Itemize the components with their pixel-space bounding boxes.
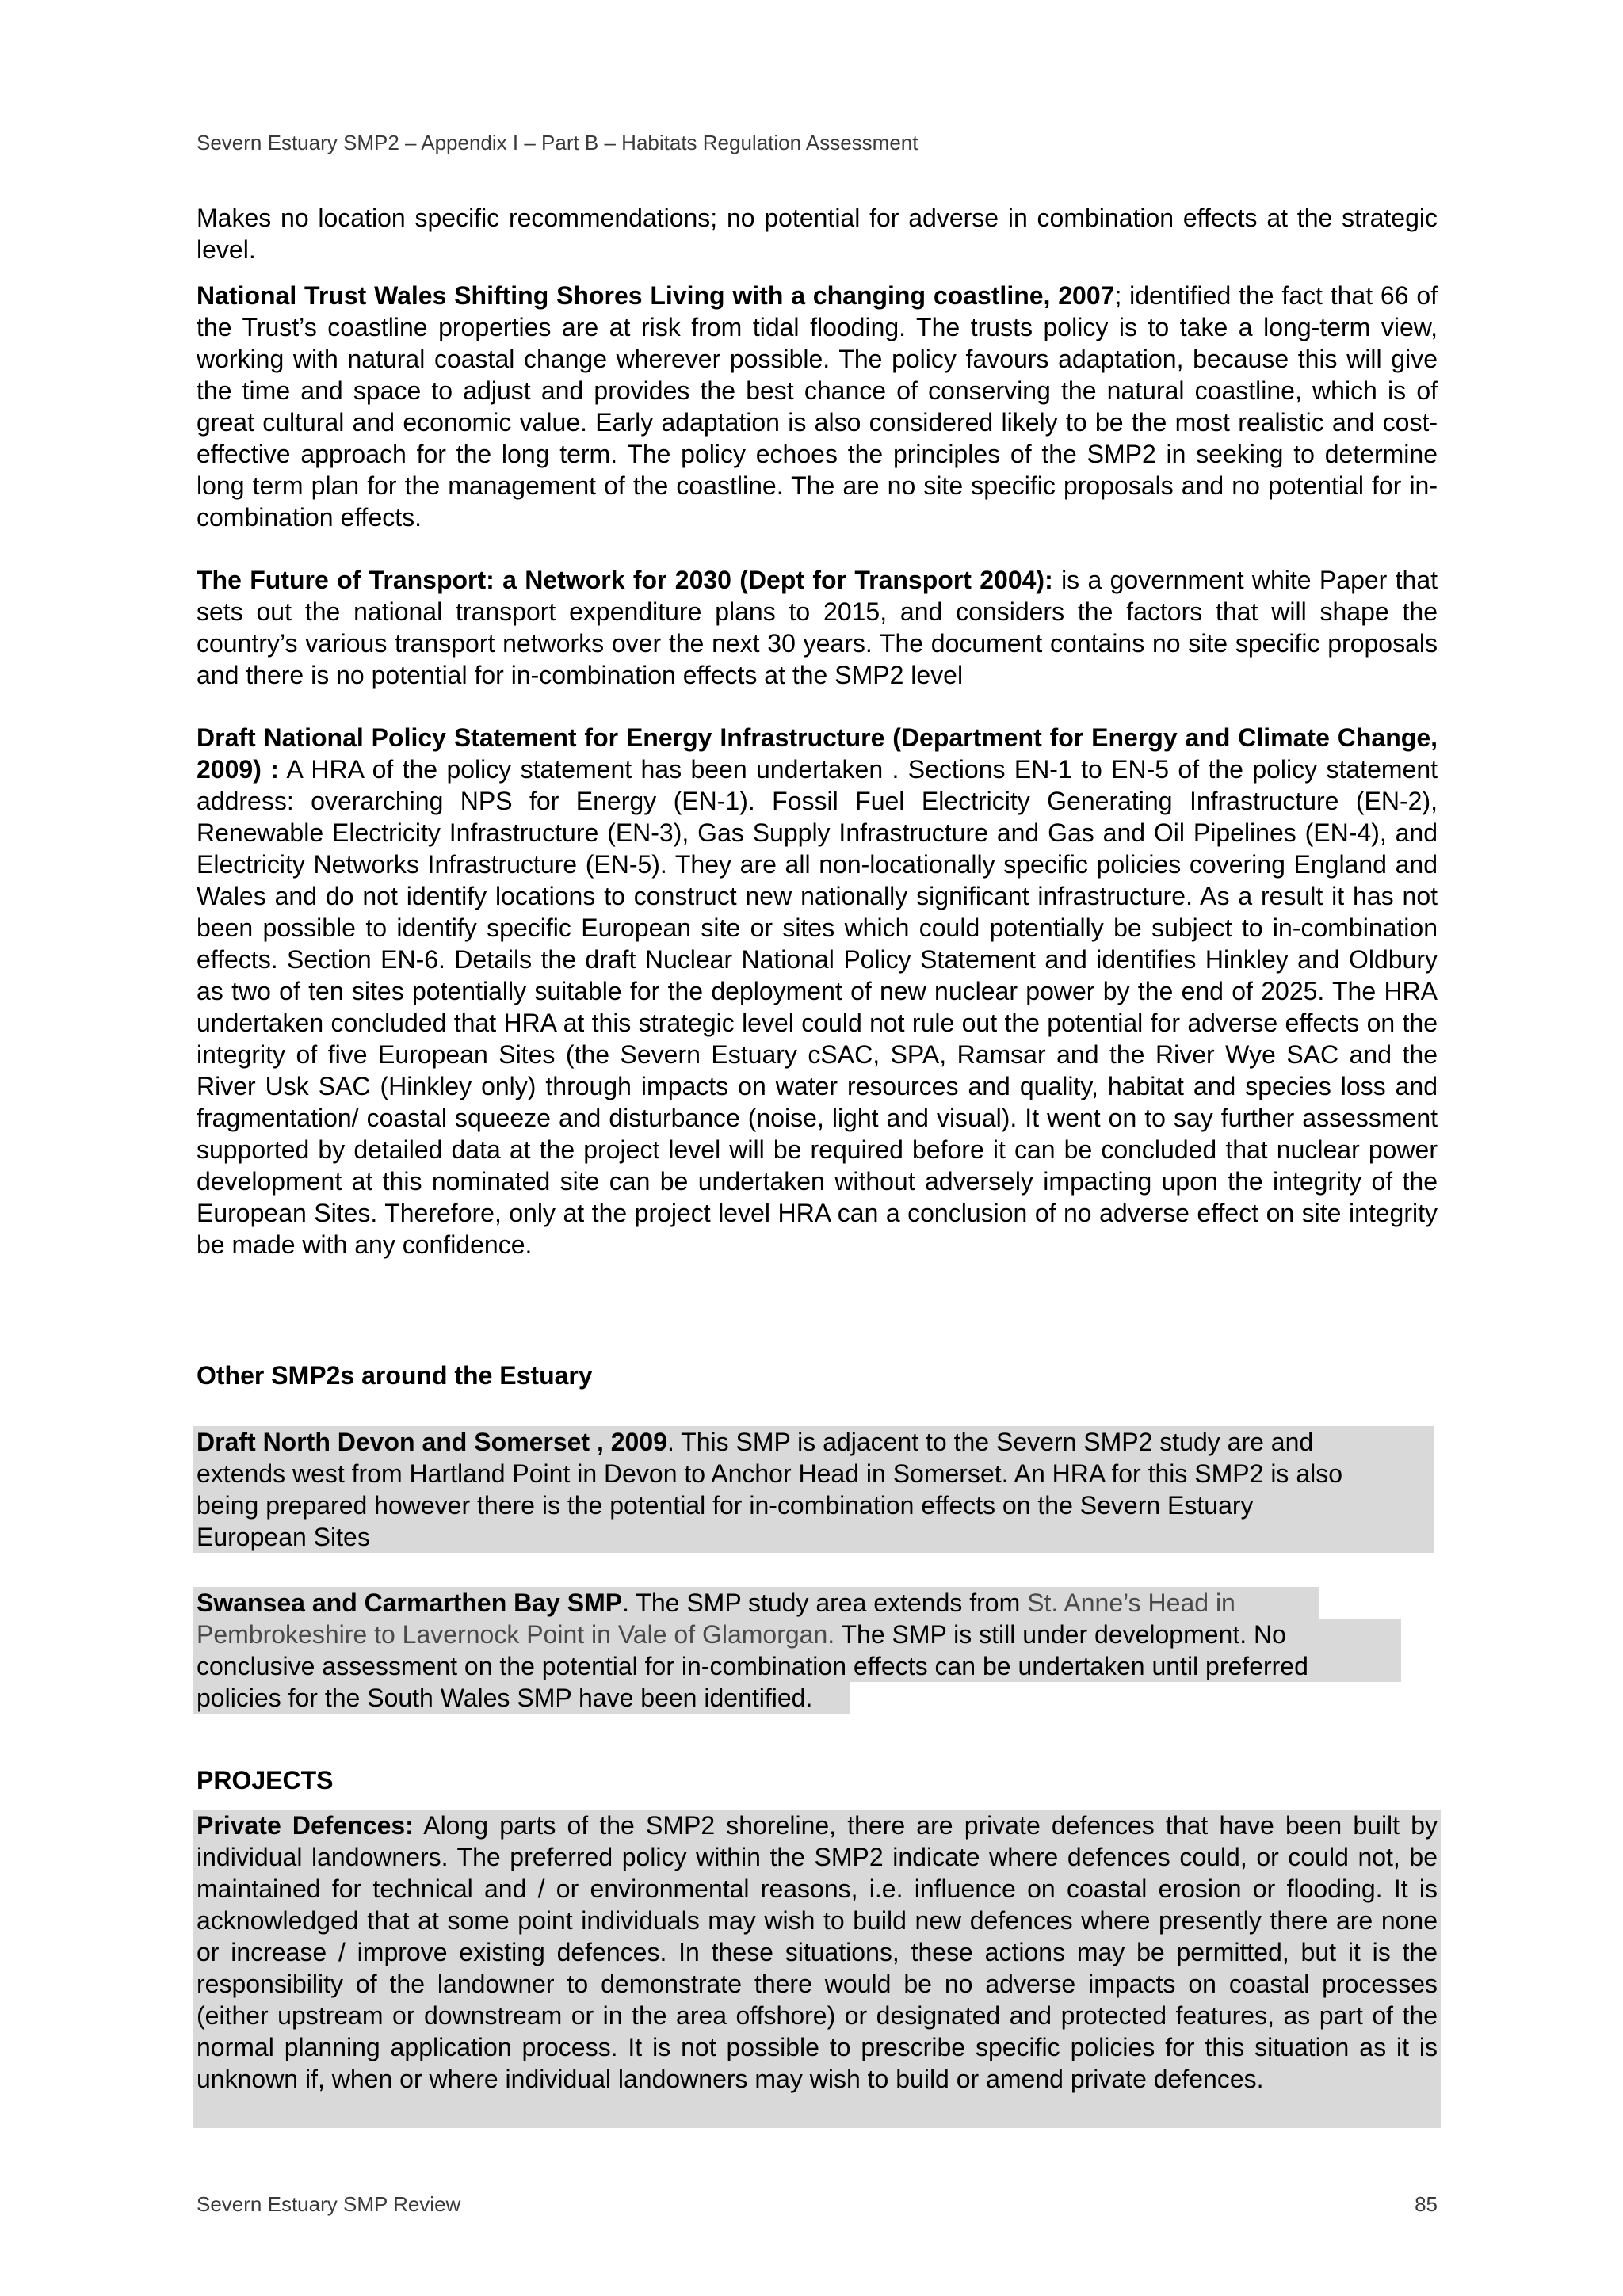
energy-title: Draft National Policy Statement for Energy Infrastructure (Department for Energy and Climate Change, 2009) : [197,723,1438,784]
national-trust-paragraph [197,280,1438,533]
transport-title: The Future of Transport: a Network for 2030 (Dept for Transport 2004): [197,566,1053,594]
private-defences-box [193,1810,1441,2128]
intro-paragraph: Makes no location specific recommendations; no potential for adverse in combination effects at the strategic level. [197,204,1438,264]
private-defences-text: Along parts of the SMP2 shoreline, there are private defences that have been built by individual landowners. The preferred policy within the SMP2 indicate where defences could, or could not, be maintained for technical and / or environmental reasons, i.e. influence on coastal erosion or flooding. It is acknowledged that at some point individuals may wish to build new defences where presently there are none or increase / improve existing defences. In these situations, these actions may be permitted, but it is the responsibility of the landowner to demonstrate there would be no adverse impacts on coastal processes (either upstream or downstream or in the area offshore) or designated and protected features, as part of the normal planning application process. It is not possible to prescribe specific policies for this situation as it is unknown if, when or where individual landowners may wish to build or amend private defences. [197,1811,1438,2093]
projects-heading: PROJECTS [197,1766,334,1794]
national-trust-text: ; identified the fact that 66 of the Trust’s coastline properties are at risk from tidal flooding. The trusts policy is to take a long-term view, working with natural coastal change wherever possible. The policy favours adaptation, because this will give the time and space to adjust and provides the best chance of conserving the natural coastline, which is of great cultural and economic value. Early adaptation is also considered likely to be the most realistic and cost-effective approach for the long term. The policy echoes the principles of the SMP2 in seeking to determine long term plan for the management of the coastline. The are no site specific proposals and no potential for in-combination effects. [197,281,1438,532]
private-defences-title: Private Defences: [197,1811,414,1840]
swansea-line-3: conclusive assessment on the potential for in-combination effects can be undertaken until preferred [193,1650,1401,1682]
transport-text: is a government white Paper that sets out the national transport expenditure plans to 2015, and considers the factors that will shape the country’s various transport networks over the next 30 years. The document contains no site specific proposals and there is no potential for in-combination effects at the SMP2 level [197,566,1438,689]
swansea-line-4: policies for the South Wales SMP have been identified. [193,1682,1401,1714]
north-devon-line-4: European Sites [197,1523,370,1551]
national-trust-title: National Trust Wales Shifting Shores Living with a changing coastline, 2007 [197,281,1115,310]
other-smp2s-heading: Other SMP2s around the Estuary [197,1361,593,1390]
transport-paragraph [197,564,1438,691]
swansea-title: Swansea and Carmarthen Bay SMP [197,1589,623,1617]
energy-paragraph [197,722,1438,1261]
swansea-box [193,1587,1401,1714]
swansea-line-2: Pembrokeshire to Lavernock Point in Vale of Glamorgan. The SMP is still under development. No [193,1619,1401,1650]
running-header: Severn Estuary SMP2 – Appendix I – Part B – Habitats Regulation Assessment [197,131,918,154]
footer-page-number: 85 [1415,2192,1438,2216]
north-devon-title: Draft North Devon and Somerset , 2009 [197,1428,667,1456]
north-devon-line-1: Draft North Devon and Somerset , 2009. This SMP is adjacent to the Severn SMP2 study are and [197,1428,1314,1456]
swansea-line-1: Swansea and Carmarthen Bay SMP. The SMP study area extends from St. Anne’s Head in [193,1587,1401,1619]
north-devon-line-2: extends west from Hartland Point in Devon to Anchor Head in Somerset. An HRA for this SMP2 is also [197,1459,1343,1488]
energy-text: A HRA of the policy statement has been undertaken . Sections EN-1 to EN-5 of the policy statement address: overarching NPS for Energy (EN-1). Fossil Fuel Electricity Generating Infrastructure (EN-2), Renewable Electricity Infrastructure (EN-3), Gas Supply Infrastructure and Gas and Oil Pipelines (EN-4), and Electricity Networks Infrastructure (EN-5). They are all non-locationally specific policies covering England and Wales and do not identify locations to construct new nationally significant infrastructure. As a result it has not been possible to identify specific European site or sites which could potentially be subject to in-combination effects. Section EN-6. Details the draft Nuclear National Policy Statement and identifies Hinkley and Oldbury as two of ten sites potentially suitable for the deployment of new nuclear power by the end of 2025. The HRA undertaken concluded that HRA at this strategic level could not rule out the potential for adverse effects on the integrity of five European Sites (the Severn Estuary cSAC, SPA, Ramsar and the River Wye SAC and the River Usk SAC (Hinkley only) through impacts on water resources and quality, habitat and species loss and fragmentation/ coastal squeeze and disturbance (noise, light and visual). It went on to say further assessment supported by detailed data at the project level will be required before it can be concluded that nuclear power development at this nominated site can be undertaken without adversely impacting upon the integrity of the European Sites. Therefore, only at the project level HRA can a conclusion of no adverse effect on site integrity be made with any confidence. [197,755,1438,1259]
footer-document-title: Severn Estuary SMP Review [197,2192,461,2216]
north-devon-line-3: being prepared however there is the potential for in-combination effects on the Severn Estuary [197,1491,1254,1520]
north-devon-box [193,1426,1434,1553]
